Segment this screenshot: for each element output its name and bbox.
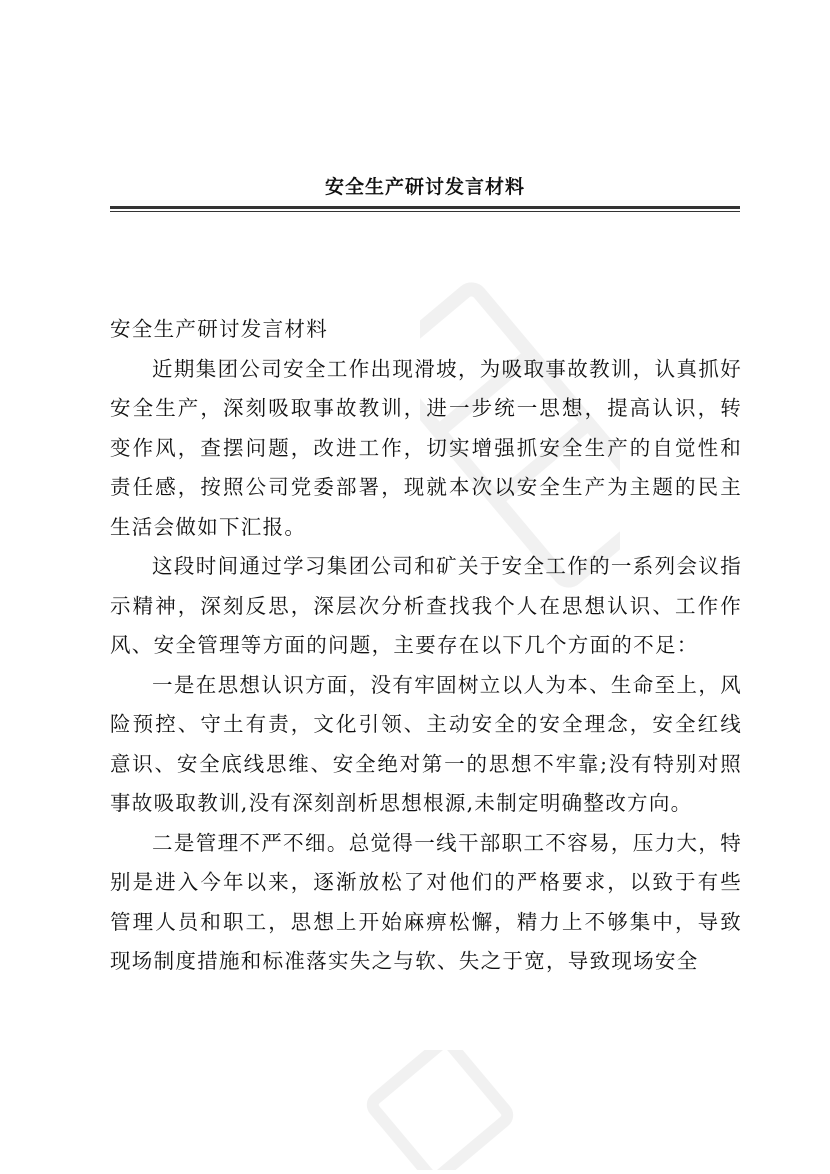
paragraph: 二是管理不严不细。总觉得一线干部职工不容易，压力大，特别是进入今年以来，逐渐放松了对他们的严格要求，以致于有些管理人员和职工，思想上开始麻痹松懈，精力上不够集中，导致现场制度措施和标准落实失之与软、失之于宽，导致现场安全: [110, 830, 742, 973]
watermark-logo: [360, 1050, 520, 1170]
document-subtitle: 安全生产研讨发言材料: [110, 317, 328, 341]
document-title: 安全生产研讨发言材料: [324, 176, 525, 198]
document-body: [110, 310, 742, 982]
paragraph: 一是在思想认识方面，没有牢固树立以人为本、生命至上，风险预控、守土有责，文化引领、主动安全的安全理念，安全红线意识、安全底线思维、安全绝对第一的思想不牢靠;没有特别对照事故吸取教训,没有深刻剖析思想根源,未制定明确整改方向。: [110, 672, 742, 815]
title-divider: [110, 206, 740, 209]
title-divider-thin: [110, 211, 740, 212]
paragraph: 这段时间通过学习集团公司和矿关于安全工作的一系列会议指示精神，深刻反思，深层次分析查找我个人在思想认识、工作作风、安全管理等方面的问题，主要存在以下几个方面的不足：: [110, 554, 742, 657]
paragraph: 近期集团公司安全工作出现滑坡，为吸取事故教训，认真抓好安全生产，深刻吸取事故教训，进一步统一思想，提高认识，转变作风，查摆问题，改进工作，切实增强抓安全生产的自觉性和责任感，按照公司党委部署，现就本次以安全生产为主题的民主生活会做如下汇报。: [110, 356, 742, 539]
